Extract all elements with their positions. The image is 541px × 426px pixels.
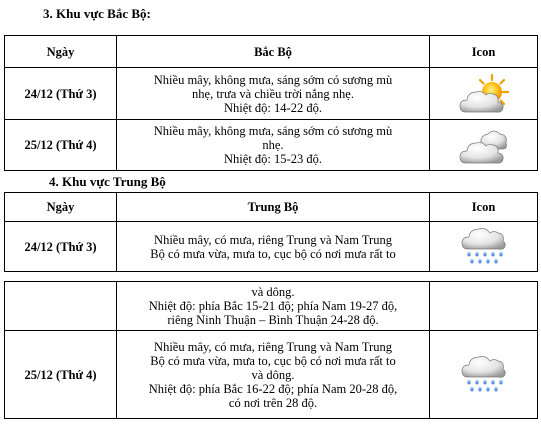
forecast-line: Nhiều mây, có mưa, riêng Trung và Nam Trung [154, 339, 392, 354]
col-day-header: Ngày [5, 36, 117, 68]
day-cell: 25/12 (Thứ 4) [5, 120, 117, 171]
forecast-line: Nhiều mây, không mưa, sáng sớm có sương mù [153, 72, 393, 87]
section-4-heading: 4. Khu vực Trung Bộ [49, 174, 166, 189]
day-cell: 24/12 (Thứ 3) [5, 222, 117, 272]
forecast-line: Nhiệt độ: phía Bắc 15-21 độ; phía Nam 19-27 độ, [148, 299, 398, 313]
col-region-header: Trung Bộ [117, 193, 430, 222]
table-header-row [5, 193, 538, 222]
rain-cloud-icon [461, 225, 507, 269]
forecast-cell [117, 282, 430, 331]
table-row [5, 222, 538, 272]
col-icon-header: Icon [430, 193, 538, 222]
forecast-line: riêng Ninh Thuận – Bình Thuận 24-28 độ. [167, 313, 379, 327]
north-forecast-table [4, 35, 538, 171]
forecast-line: Nhiều mây, có mưa, riêng Trung và Nam Trung [154, 232, 392, 247]
icon-cell [430, 222, 538, 272]
forecast-line: Bộ có mưa vừa, mưa to, cục bộ có nơi mưa rất to [150, 353, 396, 368]
forecast-line: Nhiều mây, không mưa, sáng sớm có sương mù [153, 124, 393, 138]
icon-cell [430, 331, 538, 419]
forecast-cell [117, 331, 430, 419]
forecast-line: Nhiệt độ: 15-23 độ. [224, 152, 322, 166]
table-row [5, 331, 538, 419]
section-3-heading: 3. Khu vực Bắc Bộ: [43, 6, 151, 21]
table-row [5, 120, 538, 171]
col-day-header: Ngày [5, 193, 117, 222]
forecast-line: nhẹ, trưa và chiều trời nắng nhẹ. [192, 86, 354, 101]
table-row [5, 282, 538, 331]
icon-cell [430, 120, 538, 171]
rain-cloud-icon [461, 353, 507, 397]
col-region-header: Bắc Bộ [117, 36, 430, 68]
icon-cell [430, 282, 538, 331]
forecast-line: Nhiệt độ: 14-22 độ. [224, 100, 322, 115]
day-cell [5, 282, 117, 331]
forecast-line: Bộ có mưa vừa, mưa to, cục bộ có nơi mưa rất to [150, 246, 396, 261]
partly-sunny-icon [458, 72, 510, 116]
forecast-line: và dông. [251, 285, 295, 299]
central-forecast-table-continued [4, 281, 538, 419]
central-forecast-table [4, 192, 538, 272]
forecast-line: Nhiệt độ: phía Bắc 16-22 độ; phía Nam 20-28 độ, [148, 381, 398, 396]
forecast-cell [117, 120, 430, 171]
forecast-line: có nơi trên 28 độ. [228, 395, 318, 410]
day-cell: 24/12 (Thứ 3) [5, 68, 117, 120]
day-cell: 25/12 (Thứ 4) [5, 331, 117, 419]
col-icon-header: Icon [430, 36, 538, 68]
table-row [5, 68, 538, 120]
icon-cell [430, 68, 538, 120]
forecast-line: và dông. [251, 367, 295, 382]
table-header-row [5, 36, 538, 68]
forecast-line: nhẹ. [262, 138, 284, 152]
forecast-cell [117, 68, 430, 120]
cloudy-icon [458, 124, 510, 166]
forecast-cell [117, 222, 430, 272]
